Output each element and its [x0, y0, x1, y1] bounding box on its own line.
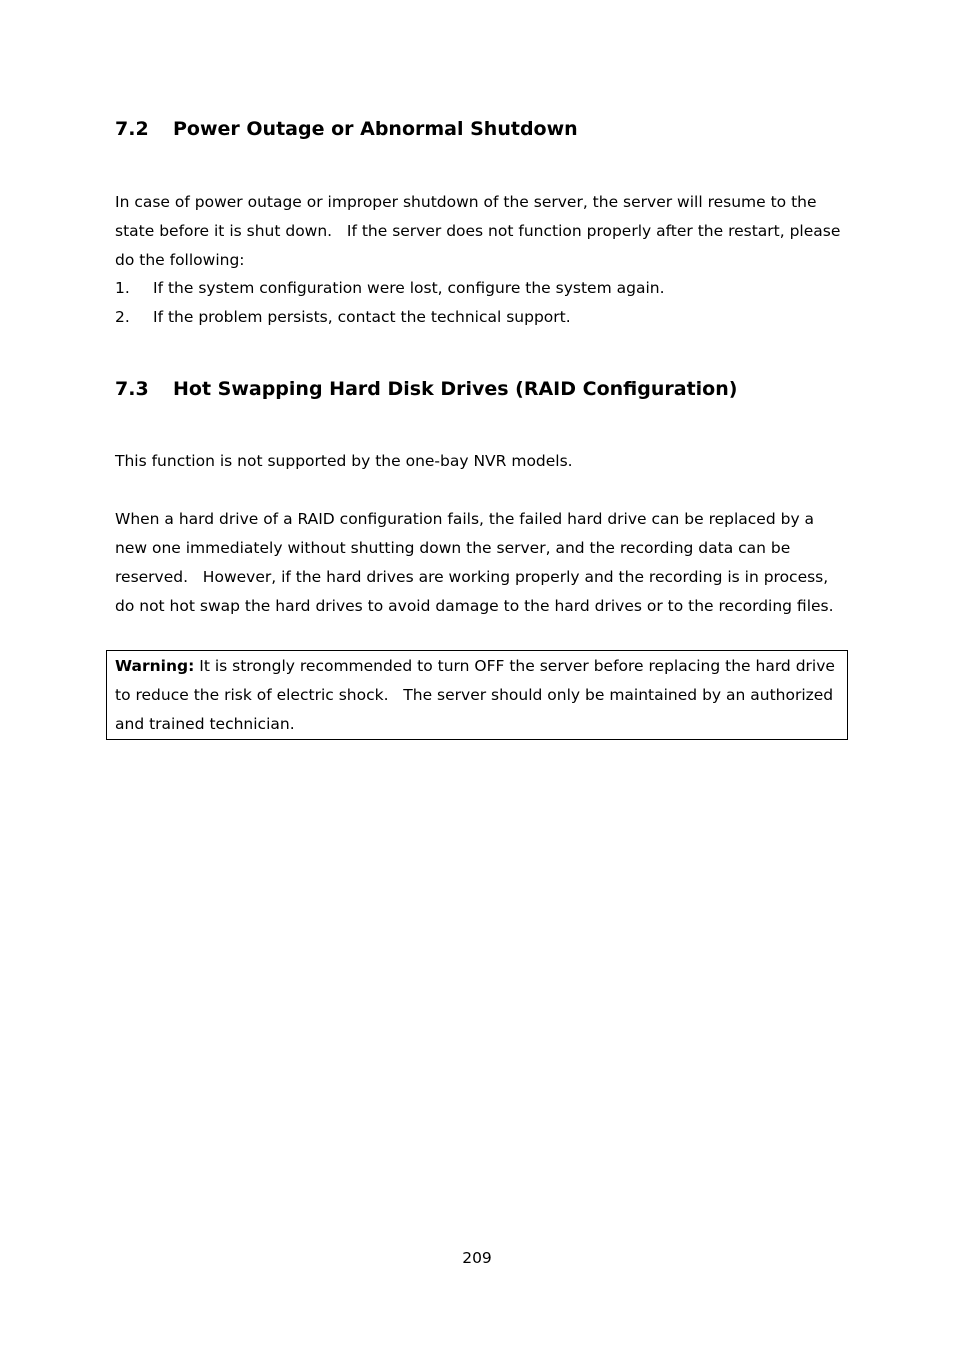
- section-title: Hot Swapping Hard Disk Drives (RAID Configuration): [173, 378, 738, 400]
- list-item-text: If the problem persists, contact the technical support.: [153, 308, 571, 326]
- section-heading-7-2: [115, 118, 578, 140]
- warning-label: Warning:: [115, 657, 195, 675]
- list-item-number: 1.: [115, 279, 130, 297]
- section-title: Power Outage or Abnormal Shutdown: [173, 118, 578, 140]
- list-item-text: If the system configuration were lost, configure the system again.: [153, 279, 665, 297]
- page-number: 209: [462, 1249, 492, 1267]
- section-number: 7.3: [115, 378, 149, 400]
- section-heading-7-3: [115, 378, 737, 400]
- warning-box: [106, 650, 848, 740]
- unsupported-note: This function is not supported by the one-bay NVR models.: [115, 452, 573, 470]
- section-number: 7.2: [115, 118, 149, 140]
- warning-text: [115, 652, 840, 739]
- power-outage-paragraph: In case of power outage or improper shutdown of the server, the server will resume to the state before it is shut down. If the server does not function properly after the restart, please do the following:: [115, 193, 846, 269]
- list-item-number: 2.: [115, 308, 130, 326]
- warning-body: It is strongly recommended to turn OFF the server before replacing the hard drive to reduce the risk of electric shock. The server should only be maintained by an authorized and trained technician.: [115, 657, 840, 733]
- list-item: [115, 303, 571, 332]
- hot-swap-paragraph: When a hard drive of a RAID configuration fails, the failed hard drive can be replaced by a new one immediately without shutting down the server, and the recording data can be reserved. However, if the hard drives are working properly and the recording is in process, do not hot swap the hard drives to avoid damage to the hard drives or to the recording files.: [115, 510, 834, 615]
- list-item: [115, 274, 665, 303]
